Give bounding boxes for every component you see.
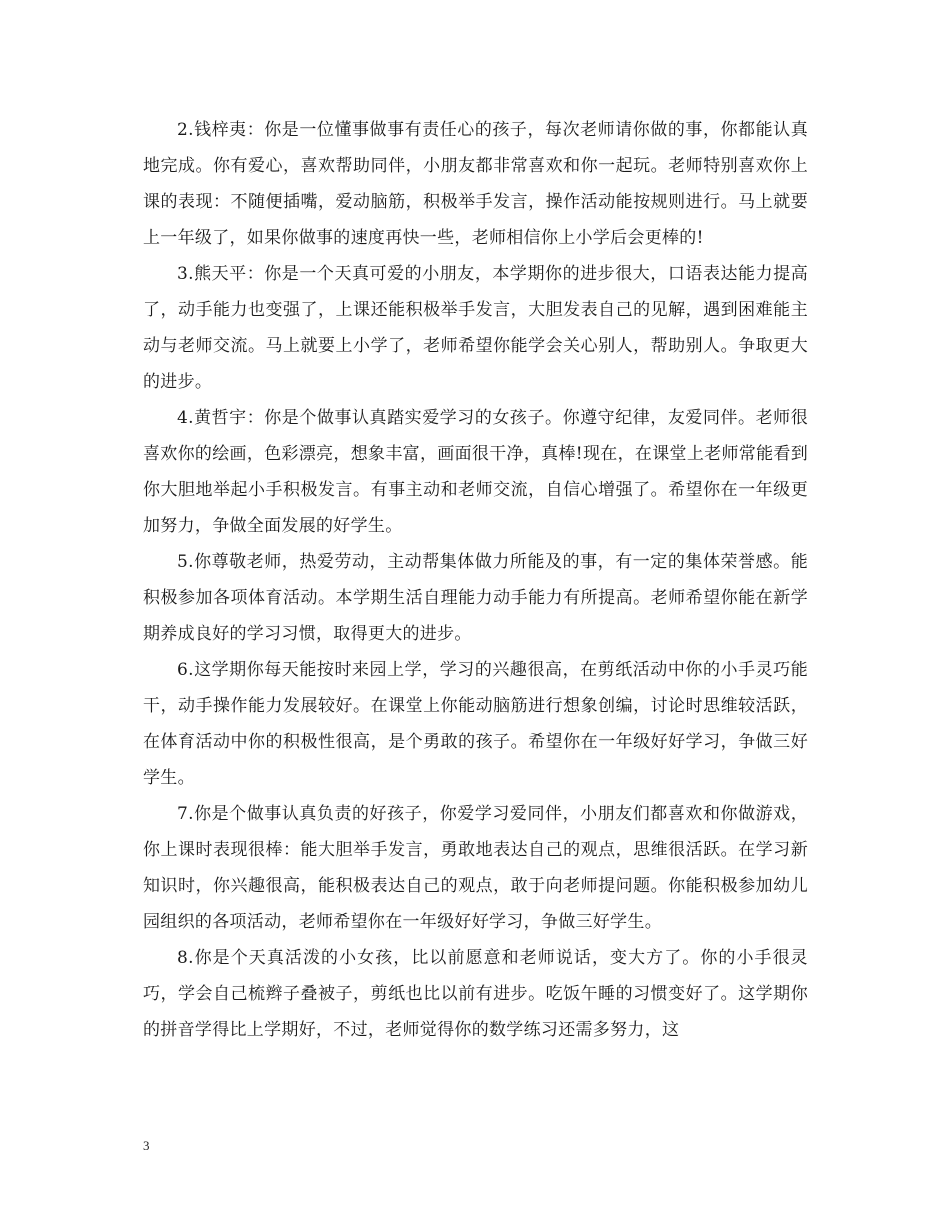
paragraph-7: 7.你是个做事认真负责的好孩子，你爱学习爱同伴，小朋友们都喜欢和你做游戏，你上课时表现很棒：能大胆举手发言，勇敢地表达自己的观点，思维很活跃。在学习新知识时，你兴趣很高，能积极表达自己的观点，敢于向老师提问题。你能积极参加幼儿园组织的各项活动，老师希望你在一年级好好学习，争做三好学生。 [143, 804, 808, 932]
paragraph-6: 6.这学期你每天能按时来园上学，学习的兴趣很高，在剪纸活动中你的小手灵巧能干，动手操作能力发展较好。在课堂上你能动脑筋进行想象创编，讨论时思维较活跃，在体育活动中你的积极性很高，是个勇敢的孩子。希望你在一年级好好学习，争做三好学生。 [143, 660, 808, 788]
paragraph-2: 2.钱梓夷：你是一位懂事做事有责任心的孩子，每次老师请你做的事，你都能认真地完成。你有爱心，喜欢帮助同伴，小朋友都非常喜欢和你一起玩。老师特别喜欢你上课的表现：不随便插嘴，爱动脑筋，积极举手发言，操作活动能按规则进行。马上就要上一年级了，如果你做事的速度再快一些，老师相信你上小学后会更棒的! [143, 120, 808, 248]
paragraph-8: 8.你是个天真活泼的小女孩，比以前愿意和老师说话，变大方了。你的小手很灵巧，学会自己梳辫子叠被子，剪纸也比以前有进步。吃饭午睡的习惯变好了。这学期你的拼音学得比上学期好，不过，老师觉得你的数学练习还需多努力，这 [143, 948, 808, 1040]
page-number: 3 [143, 1138, 150, 1153]
paragraph-3: 3.熊天平：你是一个天真可爱的小朋友，本学期你的进步很大，口语表达能力提高了，动手能力也变强了，上课还能积极举手发言，大胆发表自己的见解，遇到困难能主动与老师交流。马上就要上小学了，老师希望你能学会关心别人，帮助别人。争取更大的进步。 [143, 264, 808, 392]
paragraph-5: 5.你尊敬老师，热爱劳动，主动帮集体做力所能及的事，有一定的集体荣誉感。能积极参加各项体育活动。本学期生活自理能力动手能力有所提高。老师希望你能在新学期养成良好的学习习惯，取得更大的进步。 [143, 552, 808, 644]
paragraph-4: 4.黄哲宇：你是个做事认真踏实爱学习的女孩子。你遵守纪律，友爱同伴。老师很喜欢你的绘画，色彩漂亮，想象丰富，画面很干净，真棒!现在，在课堂上老师常能看到你大胆地举起小手积极发言。有事主动和老师交流，自信心增强了。希望你在一年级更加努力，争做全面发展的好学生。 [143, 408, 808, 536]
document-body [143, 112, 808, 1048]
